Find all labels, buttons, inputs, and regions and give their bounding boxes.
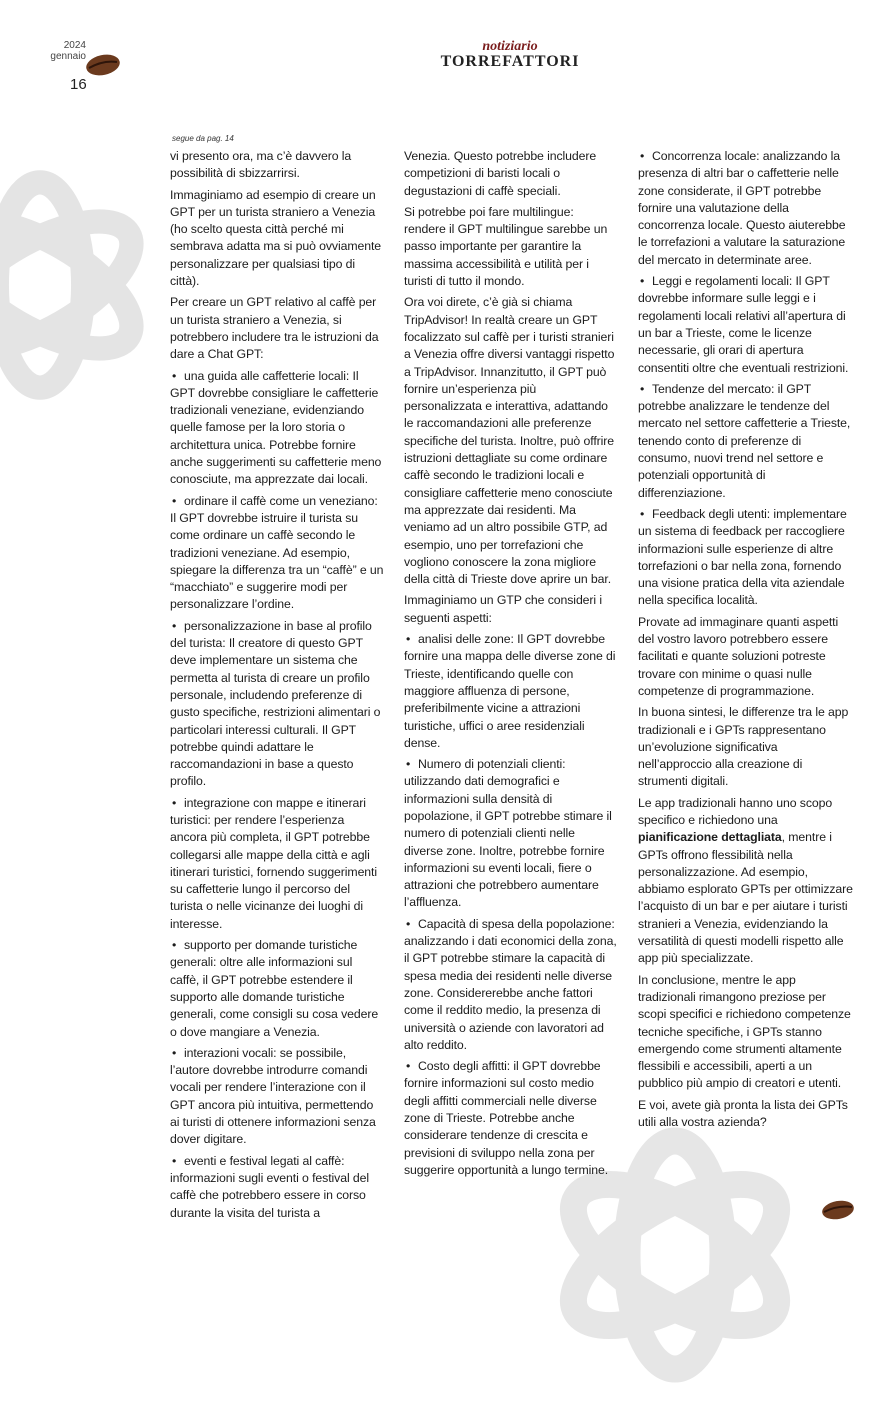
paragraph-text: Concorrenza locale: analizzando la presenza di altri bar o caffetterie nelle zone considerate, il GPT potrebbe fornire una valutazione della concorrenza locale. Questo aiuterebbe le torrefazioni a valutare la saturazione del mercato in determinate aree. xyxy=(638,149,846,267)
paragraph-text: integrazione con mappe e itinerari turistici: per rendere l’esperienza ancora più completa, il GPT potrebbe collegarsi alle mappe della città e agli itinerari turistici, fornendo suggerimenti su caffetterie lungo il percorso del turista o nelle vicinanze dei luoghi di interesse. xyxy=(170,795,377,931)
paragraph-text: Per creare un GPT relativo al caffè per un turista straniero a Venezia, si potrebbero includere tra le istruzioni da dare a Chat GPT: xyxy=(170,295,379,362)
paragraph-text: supporto per domande turistiche generali: oltre alle informazioni sul caffè, il GPT potrebbe estendere il supporto alle domande turistiche generali, come consigli su cosa vedere o dove mangiare a Venezia. xyxy=(170,938,379,1039)
masthead-bottom: TORREFATTORI xyxy=(440,53,580,70)
paragraph xyxy=(638,614,853,700)
paragraph-text: Immaginiamo ad esempio di creare un GPT per un turista straniero a Venezia (ho scelto questa città perché mi sembrava adatta ma si può ovviamente personalizzare per qualsiasi tipo di città). xyxy=(170,187,382,289)
paragraph-text: Venezia. Questo potrebbe includere competizioni di baristi locali o degustazioni di caffè speciali. xyxy=(404,149,597,198)
paragraph-text: E voi, avete già pronta la lista dei GPTs utili alla vostra azienda? xyxy=(638,1097,848,1130)
paragraph-text: Leggi e regolamenti locali: Il GPT dovrebbe informare sulle leggi e i regolamenti locali relativi all’apertura di un bar a Trieste, come le licenze necessarie, gli orari di apertura consentiti oltre che eventuali restrizioni. xyxy=(638,274,849,375)
paragraph-text: personalizzazione in base al profilo del turista: Il creatore di questo GPT deve implementare un sistema che permetta al turista di creare un profilo personale, includendo preferenze di gusto specifiche, restrizioni alimentari o particolari interessi culturali. Il GPT potrebbe quindi adattare le raccomandazioni in base a questo profilo. xyxy=(170,618,381,789)
paragraph-text: , mentre i GPTs offrono flessibilità nella personalizzazione. Ad esempio, abbiamo esplorato GPTs per ottimizzare l’acquisto di un bar e per aiutare i turisti stranieri a Venezia, evidenziando la versatilità di questi modelli rispetto alle app più specializzate. xyxy=(638,830,853,966)
paragraph-text: Provate ad immaginare quanti aspetti del vostro lavoro potrebbero essere facilitati e quante soluzioni potreste trovare con minime o quasi nulle competenze di programmazione. xyxy=(638,614,839,698)
paragraph-text: In buona sintesi, le differenze tra le app tradizionali e i GPTs rappresentano un’evoluzione significativa nell’approccio alla creazione di strumenti digitali. xyxy=(638,705,849,789)
paragraph xyxy=(638,704,853,790)
bullet-paragraph xyxy=(170,795,384,933)
bullet-paragraph xyxy=(404,1058,617,1179)
paragraph-text: Ora voi direte, c’è già si chiama TripAdvisor! In realtà creare un GPT focalizzato sul caffè per i turisti stranieri a Venezia offre diversi vantaggi rispetto a TripAdvisor. Innanzitutto, il GPT può fornire un’esperienza più personalizzata e interattiva, adattando le raccomandazioni alle preferenze specifiche del turista. Inoltre, può offrire istruzioni dettagliate su come ordinare caffè secondo le tradizioni locali e consigliare caffetterie meno conosciute ma apprezzate dai residenti. Ma veniamo ad un altro possibile GTP, ad esempio, uno per torrefazioni che vogliono conoscere la zona migliore della città di Trieste dove aprire un bar. xyxy=(404,295,615,587)
paragraph-text: Immaginiamo un GTP che consideri i seguenti aspetti: xyxy=(404,593,602,625)
article-column-3 xyxy=(638,148,853,1135)
bullet-paragraph xyxy=(170,368,384,489)
paragraph xyxy=(170,187,384,291)
continued-note: segue da pag. 14 xyxy=(172,134,234,143)
coffee-bean-end-icon xyxy=(820,1198,856,1222)
paragraph-text: una guida alle caffetterie locali: Il GPT dovrebbe consigliare le caffetterie tradizionali veneziane, evidenziando quelle famose per la loro storia o architettura unica. Potrebbe fornire anche suggerimenti su caffetterie meno conosciute, ma apprezzate dai locali. xyxy=(170,368,382,487)
article-column-1 xyxy=(170,148,384,1226)
bullet-paragraph xyxy=(170,618,384,791)
paragraph-text: interazioni vocali: se possibile, l’autore dovrebbe introdurre comandi vocali per rendere l’interazione con il GPT ancora più intuitiva, permettendo ai turisti di ottenere informazioni senza dover digitare. xyxy=(170,1045,376,1147)
bullet-paragraph xyxy=(170,937,384,1041)
paragraph xyxy=(170,294,384,363)
bullet-paragraph xyxy=(638,148,853,269)
bullet-paragraph xyxy=(170,1045,384,1149)
paragraph-text: Feedback degli utenti: implementare un sistema di feedback per raccogliere informazioni sulle esperienze di altre torrefazioni o bar nella zona, fornendo una visione pratica della vita aziendale nella specifica località. xyxy=(638,506,847,608)
paragraph xyxy=(638,1097,853,1132)
bullet-paragraph xyxy=(638,273,853,377)
paragraph xyxy=(638,795,853,968)
paragraph-text: Si potrebbe poi fare multilingue: rendere il GPT multilingue sarebbe un passo importante per garantire la massima accessibilità e utilità per i turisti di tutto il mondo. xyxy=(404,204,608,289)
issue-month: gennaio xyxy=(50,51,86,62)
paragraph xyxy=(404,294,617,588)
paragraph-text: eventi e festival legati al caffè: informazioni sugli eventi o festival del caffè che potrebbero essere in corso durante la visita del turista a xyxy=(170,1153,370,1220)
bold-term: pianificazione dettagliata xyxy=(638,830,782,845)
bullet-paragraph xyxy=(404,916,617,1054)
openai-watermark-left xyxy=(0,150,175,420)
paragraph-text: vi presento ora, ma c’è davvero la possibilità di sbizzarrirsi. xyxy=(170,149,352,181)
paragraph xyxy=(638,972,853,1093)
paragraph-text: Numero di potenziali clienti: utilizzando dati demografici e informazioni sulla densità di popolazione, il GPT potrebbe stimare il numero di potenziali clienti nelle diverse zone. Inoltre, potrebbe fornire informazioni su eventi locali, fiere o attrazioni che potrebbero aumentare l’affluenza. xyxy=(404,757,612,910)
bullet-paragraph xyxy=(638,381,853,502)
bullet-paragraph xyxy=(170,493,384,614)
coffee-bean-icon xyxy=(84,52,122,78)
issue-year: 2024 xyxy=(63,40,86,51)
bullet-paragraph xyxy=(404,756,617,912)
bullet-paragraph xyxy=(170,1153,384,1222)
paragraph-text: Costo degli affitti: il GPT dovrebbe fornire informazioni sul costo medio degli affitti commerciali nelle diverse zone di Trieste. Potrebbe anche considerare tendenze di crescita e previsioni di sviluppo nella zona per suggerire opportunità a lungo termine. xyxy=(404,1059,609,1177)
paragraph xyxy=(404,148,617,200)
masthead-logo xyxy=(420,40,600,70)
paragraph-text: Capacità di spesa della popolazione: analizzando i dati economici della zona, il GPT potrebbe stimare la capacità di spesa media dei residenti nelle diverse zone. Considererebbe anche fattori come il reddito medio, la presenza di università o aziende con lavoratori ad alto reddito. xyxy=(404,916,617,1052)
paragraph xyxy=(404,204,617,290)
paragraph xyxy=(404,592,617,627)
bullet-paragraph xyxy=(404,631,617,752)
paragraph xyxy=(170,148,384,183)
page-number: 16 xyxy=(70,76,87,93)
paragraph-text: In conclusione, mentre le app tradizionali rimangono preziose per scopi specifici e richiedono competenze tecniche specifiche, i GPTs stanno emergendo come strumenti altamente flessibili e accessibili, aperti a un pubblico più ampio di creatori e utenti. xyxy=(638,972,851,1091)
paragraph-text: analisi delle zone: Il GPT dovrebbe fornire una mappa delle diverse zone di Trieste, identificando quelle con maggiore affluenza di persone, preferibilmente vicine a attrazioni turistiche, uffici o aree residenziali dense. xyxy=(404,632,616,750)
issue-date xyxy=(20,40,86,62)
paragraph-text: ordinare il caffè come un veneziano: Il GPT dovrebbe istruire il turista su come ordinare un caffè secondo le tradizioni veneziane. Ad esempio, spiegare la differenza tra un “caffè” e un “macchiato” e suggerire modi per personalizzare l’ordine. xyxy=(170,493,384,612)
bullet-paragraph xyxy=(638,506,853,610)
article-column-2 xyxy=(404,148,617,1183)
masthead-top: notiziario xyxy=(482,39,538,54)
paragraph-text: Le app tradizionali hanno uno scopo specifico e richiedono una xyxy=(638,795,833,827)
paragraph-text: Tendenze del mercato: il GPT potrebbe analizzare le tendenze del mercato nel settore caffetterie a Trieste, tenendo conto di preferenze di consumo, nuovi trend nel settore e potenziali opportunità di differenziazione. xyxy=(638,381,851,500)
